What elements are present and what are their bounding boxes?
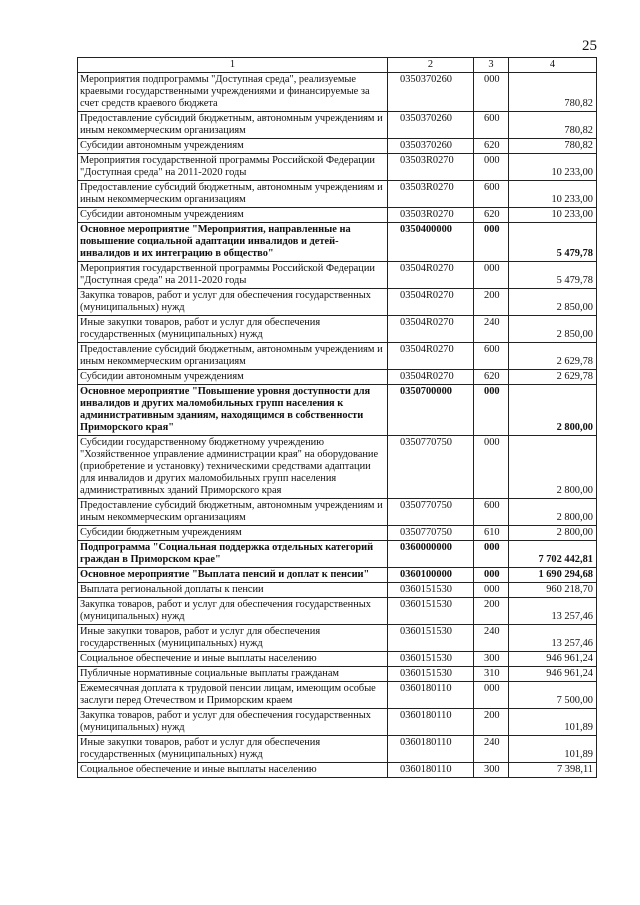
row-amount: 2 800,00 (509, 436, 597, 499)
row-type: 620 (474, 370, 509, 385)
row-amount: 2 800,00 (509, 385, 597, 436)
row-code: 0350700000 (388, 385, 474, 436)
row-name: Публичные нормативные социальные выплаты гражданам (78, 667, 388, 682)
table-row (78, 385, 597, 436)
table-row (78, 625, 597, 652)
row-type: 000 (474, 568, 509, 583)
row-code: 0360151530 (388, 583, 474, 598)
header-row (78, 58, 597, 73)
row-code: 0350370260 (388, 112, 474, 139)
row-code: 03503R0270 (388, 208, 474, 223)
row-amount: 2 850,00 (509, 289, 597, 316)
row-amount: 2 800,00 (509, 499, 597, 526)
budget-table (77, 57, 597, 778)
table-row (78, 682, 597, 709)
table-row (78, 370, 597, 385)
row-type: 600 (474, 112, 509, 139)
row-type: 200 (474, 289, 509, 316)
row-type: 240 (474, 736, 509, 763)
row-amount: 1 690 294,68 (509, 568, 597, 583)
row-code: 03504R0270 (388, 370, 474, 385)
row-code: 0360151530 (388, 652, 474, 667)
row-name: Мероприятия государственной программы Российской Федерации "Доступная среда" на 2011-2020 годы (78, 154, 388, 181)
row-name: Субсидии автономным учреждениям (78, 370, 388, 385)
row-type: 000 (474, 541, 509, 568)
row-code: 03503R0270 (388, 154, 474, 181)
row-name: Предоставление субсидий бюджетным, автономным учреждениям и иным некоммерческим организациям (78, 112, 388, 139)
row-code: 0360000000 (388, 541, 474, 568)
row-type: 000 (474, 154, 509, 181)
row-name: Подпрограмма "Социальная поддержка отдельных категорий граждан в Приморском крае" (78, 541, 388, 568)
row-type: 310 (474, 667, 509, 682)
row-amount: 5 479,78 (509, 223, 597, 262)
row-name: Социальное обеспечение и иные выплаты населению (78, 763, 388, 778)
row-type: 620 (474, 208, 509, 223)
row-name: Мероприятия государственной программы Российской Федерации "Доступная среда" на 2011-2020 годы (78, 262, 388, 289)
row-name: Социальное обеспечение и иные выплаты населению (78, 652, 388, 667)
row-type: 000 (474, 262, 509, 289)
row-type: 600 (474, 499, 509, 526)
row-type: 610 (474, 526, 509, 541)
row-name: Субсидии автономным учреждениям (78, 139, 388, 154)
row-type: 000 (474, 436, 509, 499)
row-amount: 780,82 (509, 112, 597, 139)
row-amount: 2 800,00 (509, 526, 597, 541)
row-amount: 5 479,78 (509, 262, 597, 289)
row-code: 0360151530 (388, 625, 474, 652)
table-row (78, 568, 597, 583)
row-amount: 2 629,78 (509, 343, 597, 370)
row-name: Закупка товаров, работ и услуг для обеспечения государственных (муниципальных) нужд (78, 598, 388, 625)
row-amount: 10 233,00 (509, 208, 597, 223)
row-type: 240 (474, 625, 509, 652)
row-code: 0360180110 (388, 763, 474, 778)
row-amount: 780,82 (509, 139, 597, 154)
row-type: 000 (474, 583, 509, 598)
row-amount: 13 257,46 (509, 625, 597, 652)
row-type: 300 (474, 763, 509, 778)
table-row (78, 667, 597, 682)
row-type: 000 (474, 73, 509, 112)
row-amount: 946 961,24 (509, 652, 597, 667)
row-type: 000 (474, 223, 509, 262)
header-col-1: 1 (78, 58, 388, 73)
row-code: 0350770750 (388, 526, 474, 541)
row-code: 0360151530 (388, 598, 474, 625)
row-name: Основное мероприятие "Повышение уровня доступности для инвалидов и других маломобильных групп населения к административным зданиям, находящимся в собственности Приморского края" (78, 385, 388, 436)
row-amount: 7 500,00 (509, 682, 597, 709)
row-name: Основное мероприятие "Выплата пенсий и доплат к пенсии" (78, 568, 388, 583)
table-row (78, 112, 597, 139)
row-name: Мероприятия подпрограммы "Доступная среда", реализуемые краевыми государственными учреждениями и финансируемые за счет средств краевого бюджета (78, 73, 388, 112)
row-type: 000 (474, 385, 509, 436)
row-name: Закупка товаров, работ и услуг для обеспечения государственных (муниципальных) нужд (78, 289, 388, 316)
row-type: 600 (474, 181, 509, 208)
row-amount: 960 218,70 (509, 583, 597, 598)
row-code: 0350370260 (388, 73, 474, 112)
row-name: Субсидии бюджетным учреждениям (78, 526, 388, 541)
row-code: 0350400000 (388, 223, 474, 262)
row-name: Выплата региональной доплаты к пенсии (78, 583, 388, 598)
row-code: 03504R0270 (388, 316, 474, 343)
header-col-2: 2 (388, 58, 474, 73)
header-col-3: 3 (474, 58, 509, 73)
header-col-4: 4 (509, 58, 597, 73)
row-type: 200 (474, 709, 509, 736)
row-amount: 101,89 (509, 709, 597, 736)
row-name: Закупка товаров, работ и услуг для обеспечения государственных (муниципальных) нужд (78, 709, 388, 736)
table-row (78, 436, 597, 499)
table-row (78, 223, 597, 262)
row-amount: 2 629,78 (509, 370, 597, 385)
row-type: 200 (474, 598, 509, 625)
table-row (78, 73, 597, 112)
table-row (78, 541, 597, 568)
row-code: 03504R0270 (388, 343, 474, 370)
table-row (78, 289, 597, 316)
row-name: Ежемесячная доплата к трудовой пенсии лицам, имеющим особые заслуги перед Отечеством и Приморским краем (78, 682, 388, 709)
table-row (78, 499, 597, 526)
table-row (78, 181, 597, 208)
row-amount: 10 233,00 (509, 154, 597, 181)
row-type: 240 (474, 316, 509, 343)
row-name: Предоставление субсидий бюджетным, автономным учреждениям и иным некоммерческим организациям (78, 343, 388, 370)
row-code: 0360180110 (388, 709, 474, 736)
row-amount: 2 850,00 (509, 316, 597, 343)
row-code: 0350770750 (388, 436, 474, 499)
row-code: 0350770750 (388, 499, 474, 526)
table-row (78, 208, 597, 223)
row-name: Основное мероприятие "Мероприятия, направленные на повышение социальной адаптации инвалидов и детей-инвалидов и их интеграцию в общество" (78, 223, 388, 262)
table-row (78, 598, 597, 625)
row-name: Предоставление субсидий бюджетным, автономным учреждениям и иным некоммерческим организациям (78, 181, 388, 208)
row-code: 0350370260 (388, 139, 474, 154)
table-row (78, 154, 597, 181)
row-code: 03504R0270 (388, 262, 474, 289)
row-amount: 101,89 (509, 736, 597, 763)
table-row (78, 583, 597, 598)
row-code: 03503R0270 (388, 181, 474, 208)
row-amount: 780,82 (509, 73, 597, 112)
budget-table-body (78, 58, 597, 778)
row-name: Субсидии государственному бюджетному учреждению "Хозяйственное управление администрации края" на оборудование (приобретение и установку) техническими средствами адаптации для инвалидов и других маломобильных групп населения административных зданий Приморского края (78, 436, 388, 499)
row-code: 03504R0270 (388, 289, 474, 316)
table-row (78, 652, 597, 667)
table-row (78, 316, 597, 343)
row-name: Иные закупки товаров, работ и услуг для обеспечения государственных (муниципальных) нужд (78, 316, 388, 343)
row-code: 0360180110 (388, 682, 474, 709)
row-amount: 946 961,24 (509, 667, 597, 682)
table-row (78, 262, 597, 289)
row-code: 0360180110 (388, 736, 474, 763)
table-row (78, 526, 597, 541)
row-amount: 10 233,00 (509, 181, 597, 208)
row-code: 0360151530 (388, 667, 474, 682)
row-name: Субсидии автономным учреждениям (78, 208, 388, 223)
table-row (78, 343, 597, 370)
row-amount: 7 398,11 (509, 763, 597, 778)
table-row (78, 763, 597, 778)
row-type: 620 (474, 139, 509, 154)
table-row (78, 139, 597, 154)
row-amount: 7 702 442,81 (509, 541, 597, 568)
row-type: 300 (474, 652, 509, 667)
table-row (78, 709, 597, 736)
page-number: 25 (582, 38, 597, 54)
row-type: 600 (474, 343, 509, 370)
row-amount: 13 257,46 (509, 598, 597, 625)
table-row (78, 736, 597, 763)
row-type: 000 (474, 682, 509, 709)
row-name: Иные закупки товаров, работ и услуг для обеспечения государственных (муниципальных) нужд (78, 736, 388, 763)
row-name: Предоставление субсидий бюджетным, автономным учреждениям и иным некоммерческим организациям (78, 499, 388, 526)
row-name: Иные закупки товаров, работ и услуг для обеспечения государственных (муниципальных) нужд (78, 625, 388, 652)
row-code: 0360100000 (388, 568, 474, 583)
